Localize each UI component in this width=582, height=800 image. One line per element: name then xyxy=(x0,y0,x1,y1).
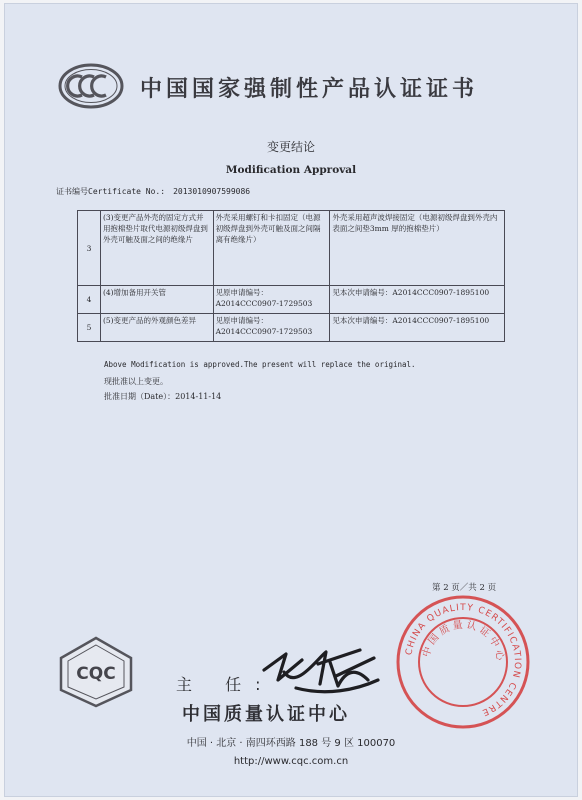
approval-note-en: Above Modification is approved.The present will replace the original. xyxy=(104,360,416,369)
modification-heading-en: Modification Approval xyxy=(225,164,357,176)
before-change: 外壳采用螺钉和卡扣固定（电源初级焊盘到外壳可触及面之间隔离有绝缘片） xyxy=(213,211,330,286)
after-change: 见本次申请编号：A2014CCC0907-1895100 xyxy=(330,314,505,342)
approval-note-cn: 现批准以上变更。 xyxy=(104,377,168,386)
page-indicator: 第 2 页／共 2 页 xyxy=(432,583,497,593)
ccc-logo xyxy=(58,62,124,110)
before-change: 见原申请编号：A2014CCC0907-1729503 xyxy=(213,314,330,342)
modification-item: (3)变更产品外壳的固定方式并用抱棉垫片取代电源初级焊盘到外壳可触及面之间的绝缘片 xyxy=(100,211,213,286)
center-website: http://www.cqc.com.cn xyxy=(233,756,349,767)
before-change: 见原申请编号：A2014CCC0907-1729503 xyxy=(213,286,330,314)
modification-item: (4)增加备用开关管 xyxy=(100,286,213,314)
certificate-number-label: 证书编号Certificate No.: xyxy=(56,187,166,196)
row-index: 4 xyxy=(78,286,101,314)
modification-table xyxy=(77,210,505,342)
row-index: 5 xyxy=(78,314,101,342)
center-address: 中国 · 北京 · 南四环西路 188 号 9 区 100070 xyxy=(186,738,396,749)
after-change: 见本次申请编号：A2014CCC0907-1895100 xyxy=(330,286,505,314)
table-row xyxy=(78,286,505,314)
table-row xyxy=(78,211,505,286)
after-change: 外壳采用超声波焊接固定（电源初级焊盘到外壳内表面之间垫3mm 厚的抱棉垫片） xyxy=(330,211,505,286)
row-index: 3 xyxy=(78,211,101,286)
signature xyxy=(256,640,382,698)
certificate-number-line xyxy=(56,186,258,197)
cqc-logo xyxy=(58,636,134,708)
svg-text:中国质量认证中心 xyxy=(419,618,506,664)
seal-ring-text: CHINA QUALITY CERTIFICATION CENTRE xyxy=(404,602,523,718)
cqc-logo-text: CQC xyxy=(76,664,116,684)
certificate-title: 中国国家强制性产品认证证书 xyxy=(140,77,479,102)
modification-heading-cn: 变更结论 xyxy=(266,140,315,154)
certificate-number: 2013010907599086 xyxy=(173,187,251,196)
table-row xyxy=(78,314,505,342)
official-seal xyxy=(394,593,532,731)
issuing-center-name: 中国质量认证中心 xyxy=(182,704,350,725)
supervisor-label: 主 任: xyxy=(176,675,275,694)
seal-inner-text: 中国质量认证中心 xyxy=(421,619,506,665)
approval-date: 批准日期（Date）：2014-11-14 xyxy=(104,392,222,401)
modification-item: (5)变更产品的外观颜色差异 xyxy=(100,314,213,342)
